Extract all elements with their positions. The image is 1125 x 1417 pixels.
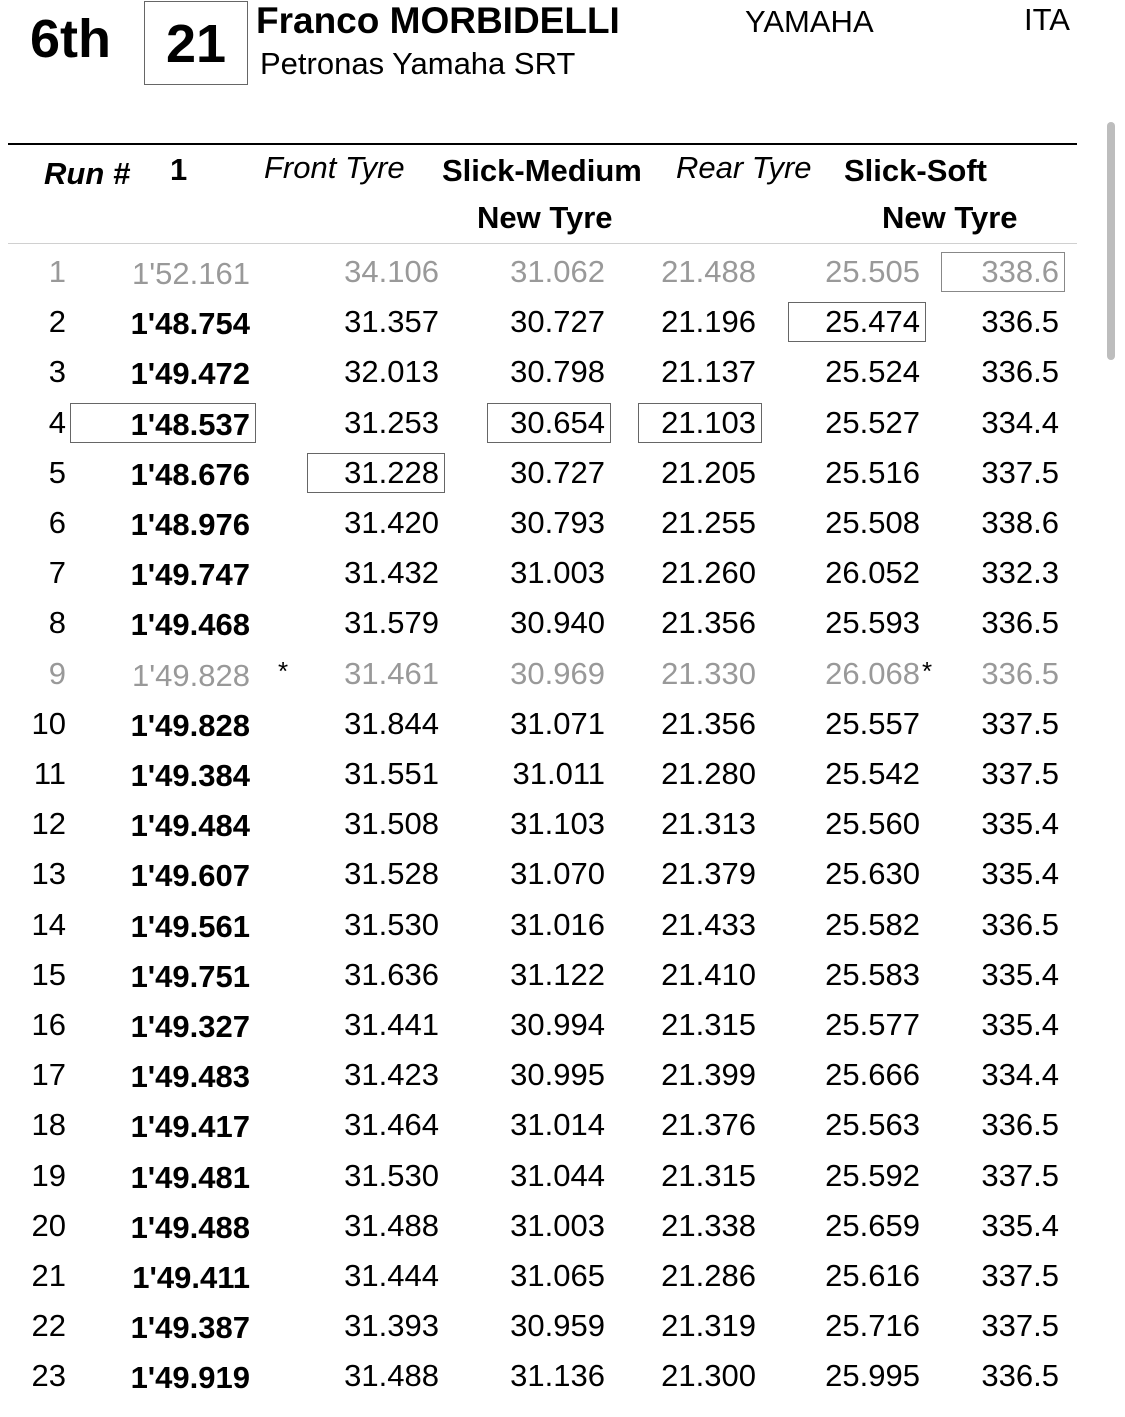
lap-row xyxy=(0,955,1125,1005)
lap-s2: 31.003 xyxy=(510,1207,605,1243)
lap-speed: 336.5 xyxy=(981,304,1059,340)
lap-row xyxy=(0,252,1125,302)
lap-speed: 337.5 xyxy=(981,1308,1059,1344)
lap-s2: 30.940 xyxy=(510,605,605,641)
lap-s1: 31.423 xyxy=(344,1057,439,1093)
lap-s3: 21.315 xyxy=(661,1157,756,1193)
lap-lap: 20 xyxy=(31,1207,66,1243)
lap-s2: 31.103 xyxy=(510,806,605,842)
position: 6th xyxy=(30,9,111,69)
lap-s1: 31.530 xyxy=(344,906,439,942)
lap-row xyxy=(0,453,1125,503)
lap-s1: 31.441 xyxy=(344,1007,439,1042)
lap-row xyxy=(0,1055,1125,1105)
lap-time: 1'49.327 xyxy=(130,1009,250,1044)
lap-s4: 25.995 xyxy=(825,1358,920,1394)
lap-s4: 25.516 xyxy=(825,454,920,490)
run-number: 1 xyxy=(170,152,188,187)
header-divider xyxy=(8,143,1077,145)
lap-lap: 2 xyxy=(48,304,66,340)
lap-s3: 21.433 xyxy=(661,906,756,942)
lap-time: 1'49.481 xyxy=(130,1159,250,1195)
lap-s4: 25.592 xyxy=(825,1157,920,1193)
lap-s2: 30.994 xyxy=(510,1007,605,1042)
lap-s4: 25.630 xyxy=(825,856,920,892)
lap-s2: 31.136 xyxy=(510,1358,605,1394)
lap-s2: 30.969 xyxy=(510,655,605,691)
lap-row xyxy=(0,1306,1125,1356)
lap-time: 1'49.484 xyxy=(130,808,250,844)
lap-speed: 337.5 xyxy=(981,705,1059,741)
lap-row xyxy=(0,804,1125,854)
lap-s1: 31.444 xyxy=(344,1258,439,1293)
lap-time: 1'49.387 xyxy=(130,1310,250,1346)
lap-s4: 25.593 xyxy=(825,605,920,641)
lap-speed: 335.4 xyxy=(981,856,1059,892)
lap-row xyxy=(0,1105,1125,1155)
lap-s1: 31.253 xyxy=(344,404,439,440)
lap-row xyxy=(0,654,1125,704)
lap-time: 1'52.161 xyxy=(132,256,250,291)
lap-s1: 31.636 xyxy=(344,956,439,992)
lap-s3: 21.205 xyxy=(661,454,756,490)
lap-row xyxy=(0,1206,1125,1256)
rear-tyre-label: Rear Tyre xyxy=(676,150,812,185)
lap-s4: 25.508 xyxy=(825,505,920,540)
lap-lap: 16 xyxy=(31,1007,66,1042)
lap-time: 1'48.537 xyxy=(130,406,250,442)
lap-s3: 21.410 xyxy=(661,956,756,992)
lap-time: 1'49.919 xyxy=(130,1360,250,1396)
lap-lap: 6 xyxy=(48,505,66,540)
lap-s3: 21.338 xyxy=(661,1207,756,1243)
lap-s4: 25.557 xyxy=(825,705,920,741)
lap-time: 1'49.828 xyxy=(130,707,250,743)
lap-speed: 337.5 xyxy=(981,756,1059,791)
lap-speed: 334.4 xyxy=(981,404,1059,440)
lap-time: 1'49.384 xyxy=(130,758,250,793)
run-label: Run # xyxy=(44,156,131,191)
lap-lap: 12 xyxy=(31,806,66,842)
lap-lap: 21 xyxy=(31,1258,66,1293)
lap-row xyxy=(0,352,1125,402)
lap-lap: 17 xyxy=(31,1057,66,1093)
lap-s4: 25.474 xyxy=(825,304,920,340)
lap-s2: 31.011 xyxy=(512,756,605,791)
lap-s4: 25.577 xyxy=(825,1007,920,1042)
lap-s2: 30.798 xyxy=(510,354,605,390)
lap-time: 1'49.828 xyxy=(132,657,250,693)
lap-s2: 31.016 xyxy=(510,906,605,942)
lap-lap: 18 xyxy=(31,1107,66,1143)
nation: ITA xyxy=(1024,2,1070,37)
lap-row xyxy=(0,553,1125,603)
lap-speed: 335.4 xyxy=(981,1207,1059,1243)
lap-s1: 31.488 xyxy=(344,1358,439,1394)
lap-row xyxy=(0,704,1125,754)
lap-s1: 31.357 xyxy=(344,304,439,340)
lap-lap: 14 xyxy=(31,906,66,942)
lap-s1: 31.464 xyxy=(344,1107,439,1143)
lap-row xyxy=(0,1156,1125,1206)
lap-row xyxy=(0,403,1125,453)
lap-s4: 25.563 xyxy=(825,1107,920,1143)
lap-speed: 335.4 xyxy=(981,1007,1059,1042)
lap-s3: 21.300 xyxy=(661,1358,756,1394)
lap-speed: 336.5 xyxy=(981,1107,1059,1143)
lap-row xyxy=(0,905,1125,955)
lap-time: 1'49.751 xyxy=(130,958,250,994)
lap-lap: 22 xyxy=(31,1308,66,1344)
front-tyre-label: Front Tyre xyxy=(264,150,405,185)
lap-speed: 338.6 xyxy=(981,254,1059,289)
lap-s2: 30.727 xyxy=(510,454,605,490)
lap-row xyxy=(0,603,1125,653)
lap-s3: 21.356 xyxy=(661,705,756,741)
lap-s4: 26.052 xyxy=(825,555,920,591)
lap-time: 1'49.483 xyxy=(130,1059,250,1095)
lap-s1: 32.013 xyxy=(344,354,439,390)
lap-s3: 21.319 xyxy=(661,1308,756,1344)
lap-s1: 31.488 xyxy=(344,1207,439,1243)
lap-speed: 335.4 xyxy=(981,806,1059,842)
lap-s2: 31.003 xyxy=(510,555,605,591)
lap-time: 1'49.607 xyxy=(130,858,250,894)
lap-lap: 11 xyxy=(33,756,66,791)
lap-lap: 23 xyxy=(31,1358,66,1394)
lap-s4: 25.542 xyxy=(825,756,920,791)
lap-s3: 21.255 xyxy=(661,505,756,540)
lap-lap: 3 xyxy=(48,354,66,390)
lap-s3: 21.330 xyxy=(661,655,756,691)
lap-row xyxy=(0,1256,1125,1306)
lap-speed: 338.6 xyxy=(981,505,1059,540)
lap-s2: 30.793 xyxy=(510,505,605,540)
lap-row xyxy=(0,754,1125,804)
lap-speed: 337.5 xyxy=(981,1157,1059,1193)
lap-lap: 1 xyxy=(48,254,66,289)
lap-s2: 31.044 xyxy=(510,1157,605,1193)
lap-s1: 34.106 xyxy=(344,254,439,289)
lap-s3: 21.376 xyxy=(661,1107,756,1143)
lap-s3: 21.137 xyxy=(661,354,756,390)
lap-s1: 31.393 xyxy=(344,1308,439,1344)
lap-s4: 25.666 xyxy=(825,1057,920,1093)
lap-lap: 7 xyxy=(48,555,66,591)
lap-speed: 332.3 xyxy=(981,555,1059,591)
lap-s1: 31.528 xyxy=(344,856,439,892)
lap-s3: 21.488 xyxy=(661,254,756,289)
lap-row xyxy=(0,302,1125,352)
lap-s1: 31.228 xyxy=(344,454,439,490)
front-tyre-state: New Tyre xyxy=(477,200,613,235)
lap-speed: 337.5 xyxy=(981,1258,1059,1293)
lap-s1: 31.551 xyxy=(344,756,439,791)
lap-lap: 9 xyxy=(48,655,66,691)
lap-s4: 25.716 xyxy=(825,1308,920,1344)
lap-lap: 4 xyxy=(48,404,66,440)
lap-lap: 19 xyxy=(31,1157,66,1193)
scrollbar[interactable] xyxy=(1107,122,1115,360)
lap-row xyxy=(0,503,1125,553)
lap-s4: 25.524 xyxy=(825,354,920,390)
lap-lap: 15 xyxy=(31,956,66,992)
lap-s4: 25.582 xyxy=(825,906,920,942)
lap-time: 1'49.488 xyxy=(130,1209,250,1245)
lap-s4: 26.068 xyxy=(825,655,920,691)
lap-time: 1'49.417 xyxy=(130,1109,250,1145)
lap-row xyxy=(0,1356,1125,1406)
lap-time: 1'49.561 xyxy=(130,908,250,944)
lap-s4: 25.583 xyxy=(825,956,920,992)
lap-lap: 13 xyxy=(31,856,66,892)
lap-lap: 5 xyxy=(48,454,66,490)
lap-speed: 336.5 xyxy=(981,655,1059,691)
lap-s3: 21.260 xyxy=(661,555,756,591)
lap-time: 1'49.472 xyxy=(130,356,250,392)
lap-s2: 31.071 xyxy=(510,705,605,741)
lap-s2: 30.959 xyxy=(510,1308,605,1344)
lap-s3: 21.399 xyxy=(661,1057,756,1093)
rear-tyre-state: New Tyre xyxy=(882,200,1018,235)
rear-tyre-compound: Slick-Soft xyxy=(844,153,987,188)
rider-name: Franco MORBIDELLI xyxy=(256,0,620,41)
run-divider xyxy=(8,243,1077,244)
lap-s2: 31.065 xyxy=(510,1258,605,1293)
lap-s2: 31.070 xyxy=(510,856,605,892)
lap-time: 1'49.747 xyxy=(130,557,250,593)
lap-s1: 31.530 xyxy=(344,1157,439,1193)
lap-speed: 336.5 xyxy=(981,906,1059,942)
lap-s3: 21.313 xyxy=(661,806,756,842)
lap-s1: 31.420 xyxy=(344,505,439,540)
lap-speed: 336.5 xyxy=(981,1358,1059,1394)
lap-speed: 334.4 xyxy=(981,1057,1059,1093)
lap-s1: 31.461 xyxy=(344,655,439,691)
lap-s3: 21.379 xyxy=(661,856,756,892)
lap-s2: 31.122 xyxy=(510,956,605,992)
lap-s2: 31.014 xyxy=(510,1107,605,1143)
lap-s4: 25.616 xyxy=(825,1258,920,1293)
lap-s3: 21.315 xyxy=(661,1007,756,1042)
lap-s1: 31.579 xyxy=(344,605,439,641)
lap-row xyxy=(0,1005,1125,1055)
lap-s2: 30.654 xyxy=(510,404,605,440)
lap-s4-mark: * xyxy=(922,655,933,686)
lap-s1: 31.844 xyxy=(344,705,439,741)
lap-time: 1'48.976 xyxy=(130,507,250,542)
lap-s4: 25.560 xyxy=(825,806,920,842)
lap-s4: 25.505 xyxy=(825,254,920,289)
front-tyre-compound: Slick-Medium xyxy=(442,153,642,188)
lap-time-mark: * xyxy=(278,655,289,686)
lap-s2: 30.727 xyxy=(510,304,605,340)
lap-speed: 336.5 xyxy=(981,354,1059,390)
lap-s1: 31.508 xyxy=(344,806,439,842)
manufacturer: YAMAHA xyxy=(745,4,874,39)
team-name: Petronas Yamaha SRT xyxy=(260,46,576,81)
lap-lap: 8 xyxy=(48,605,66,641)
lap-s2: 31.062 xyxy=(510,254,605,289)
lap-s3: 21.280 xyxy=(661,756,756,791)
lap-speed: 337.5 xyxy=(981,454,1059,490)
lap-row xyxy=(0,854,1125,904)
lap-speed: 335.4 xyxy=(981,956,1059,992)
lap-s3: 21.286 xyxy=(661,1258,756,1293)
lap-s3: 21.196 xyxy=(661,304,756,340)
lap-s4: 25.527 xyxy=(825,404,920,440)
lap-time: 1'49.468 xyxy=(130,607,250,643)
rider-number-box: 21 xyxy=(144,1,248,85)
lap-s3: 21.356 xyxy=(661,605,756,641)
lap-time: 1'48.754 xyxy=(130,306,250,342)
lap-speed: 336.5 xyxy=(981,605,1059,641)
lap-s4: 25.659 xyxy=(825,1207,920,1243)
lap-time: 1'49.411 xyxy=(132,1260,250,1295)
lap-time: 1'48.676 xyxy=(130,456,250,492)
lap-s3: 21.103 xyxy=(661,404,756,440)
lap-s1: 31.432 xyxy=(344,555,439,591)
lap-s2: 30.995 xyxy=(510,1057,605,1093)
lap-lap: 10 xyxy=(31,705,66,741)
